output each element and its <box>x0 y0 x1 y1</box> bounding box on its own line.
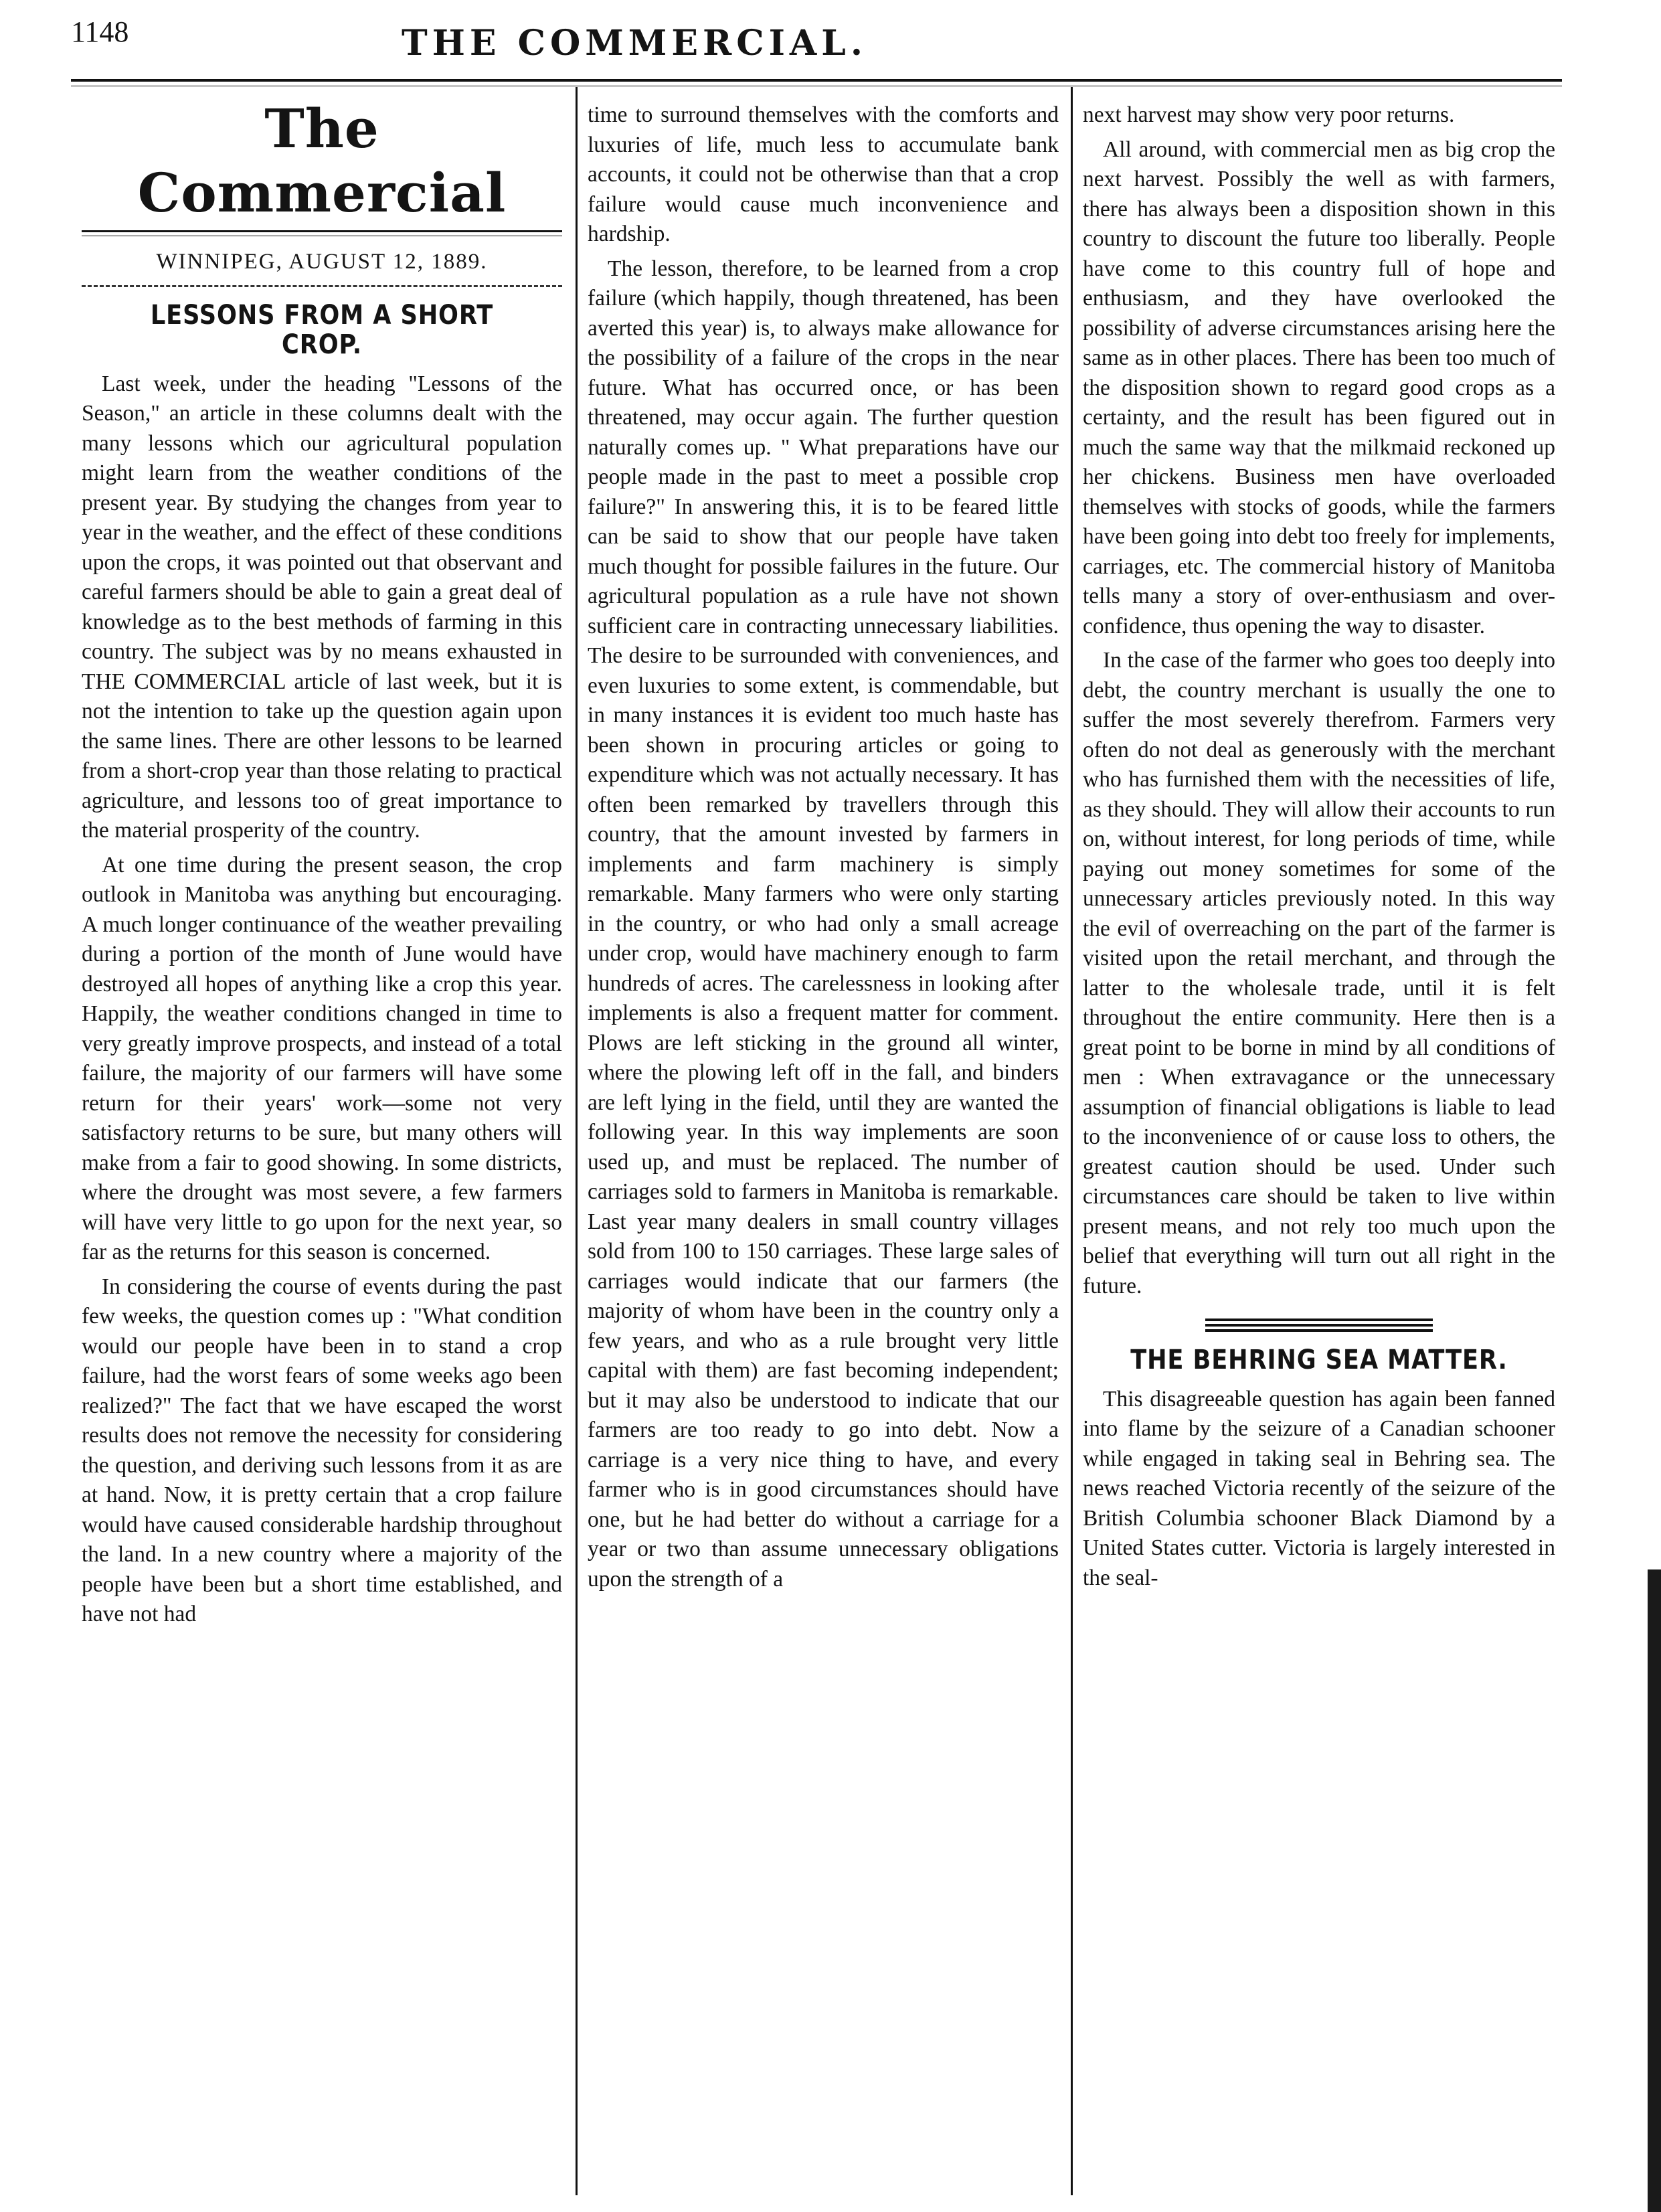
paragraph: The lesson, therefore, to be learned from a crop failure (which happily, though threatened, has been averted this year) is, to always make allowance for the possibility of a failure of the crops in the near future. What has occurred once, or has been threatened, may occur again. The further question naturally comes up. " What preparations have our people made in the past to meet a possible crop failure?" In answering this, it is to be feared little can be said to show that our people have taken much thought for possible failures in the future. Our agricultural population as a rule have not shown sufficient care in contracting unnecessary liabilities. The desire to be surrounded with conveniences, and even luxuries to some extent, is commendable, but in many instances it is evident too much haste has been shown in procuring articles or going to expenditure which was not actually necessary. It has often been remarked by travellers through this country, that the amount invested by farmers in implements and farm machinery is simply remarkable. Many farmers who were only starting in the country, or who had only a small acreage under crop, would have machinery enough to farm hundreds of acres. The carelessness in looking after implements is also a frequent matter for comment. Plows are left sticking in the ground all winter, where the plowing left off in the fall, and binders are left lying in the field, until they are wanted the following year. In this way implements are soon used up, and must be replaced. The number of carriages sold to farmers in Manitoba is remarkable. Last year many dealers in small country villages sold from 100 to 150 carriages. These large sales of carriages would indicate that our farmers (the majority of whom have been in the country only a few years, and who as a rule brought very little capital with them) are fast becoming independent; but it may also be understood to indicate that our farmers are too ready to go into debt. Now a carriage is a very nice thing to have, and every farmer who is in good circumstances should have one, but he had better do without a carriage for a year or two than assume unnecessary obligations upon the strength of a <box>588 256 1059 1592</box>
header-rule <box>71 79 1562 82</box>
paragraph: In considering the course of events during the past few weeks, the question comes up : "What condition would our people have been in to stand a crop failure, had the worst fears of some weeks ago been realized?" The fact that we have escaped the worst results does not remove the necessity for considering the question, and deriving such lessons from it as are at hand. Now, it is pretty certain that a crop failure would have caused considerable hardship throughout the land. In a new country where a majority of the people have been but a short time established, and have not had <box>82 1274 562 1626</box>
article-headline: LESSONS FROM A SHORT CROP. <box>150 299 494 360</box>
scan-margin-edge <box>1648 1569 1661 2212</box>
column-1 <box>82 90 562 1630</box>
paragraph: next harvest may show very poor returns. <box>1083 102 1455 127</box>
section-rule <box>1205 1324 1433 1327</box>
article-headline: THE BEHRING SEA MATTER. <box>1130 1345 1508 1375</box>
column-3 <box>1083 100 1555 1593</box>
paragraph: time to surround themselves with the comforts and luxuries of life, much less to accumulate bank accounts, it could not be otherwise than that a crop failure would cause much inconvenience and hardship. <box>588 102 1059 246</box>
section-rule <box>1205 1329 1433 1332</box>
paragraph: All around, with commercial men as big crop the next harvest. Possibly the well as with farmers, there has always been a disposition shown in this country to discount the future too liberally. People have come to this country full of hope and enthusiasm, and they have overlooked the possibility of adverse circumstances arising here the same as in other places. There has been too much of the disposition shown to regard good crops as a certainty, and the result has been figured out in much the same way that the milkmaid reckoned up her chickens. Business men have overloaded themselves with stocks of goods, while the farmers have been going into debt too freely for implements, carriages, etc. The commercial history of Manitoba tells many a story of over-enthusiasm and over-confidence, thus opening the way to disaster. <box>1083 137 1555 639</box>
paragraph: At one time during the present season, the crop outlook in Manitoba was anything but encouraging. A much longer continuance of the weather prevailing during a portion of the month of June would have destroyed all hopes of anything like a crop this year. Happily, the weather conditions changed in time to very greatly improve prospects, and instead of a total failure, the majority of our farmers will have some return for their years' work—some not very satisfactory returns to be sure, but many others will make from a fair to good showing. In some districts, where the drought was most severe, a few farmers will have very little to go upon for the next year, so far as the returns for this season is concerned. <box>82 852 562 1264</box>
section-rule <box>1205 1318 1433 1321</box>
column-divider <box>1071 87 1073 2195</box>
paragraph: In the case of the farmer who goes too deeply into debt, the country merchant is usually the one to suffer the most severely therefrom. Farmers very often do not deal as generously with the merchant who has furnished them with the necessities of life, as they should. They will allow their accounts to run on, without interest, for long periods of time, while paying out money sometimes for some of the unnecessary articles previously noted. In this way the evil of overreaching on the part of the farmer is visited upon the retail merchant, and through the latter to the wholesale trade, until it is felt throughout the entire community. Here then is a great point to be borne in mind by all conditions of men : When extravagance or the unnecessary assumption of financial obligations is liable to lead to the inconvenience of or cause loss to others, the greatest caution should be used. Under such circumstances care should be taken to live within present means, and not rely too much upon the belief that everything will turn out all right in the future. <box>1083 648 1555 1298</box>
masthead-title: The Commercial <box>137 97 507 224</box>
running-title: THE COMMERCIAL. <box>402 23 867 64</box>
page-number: 1148 <box>71 15 129 48</box>
column-2 <box>588 100 1059 1594</box>
dateline: WINNIPEG, AUGUST 12, 1889. <box>156 250 488 274</box>
column-divider <box>576 87 578 2195</box>
dateline-rule <box>82 285 562 287</box>
paragraph: This disagreeable question has again been fanned into flame by the seizure of a Canadian schooner while engaged in taking seal in Behring sea. The news reached Victoria recently of the seizure of the British Columbia schooner Black Diamond by a United States cutter. Victoria is largely interested in the seal- <box>1083 1386 1555 1590</box>
paragraph: Last week, under the heading "Lessons of the Season," an article in these columns dealt with the many lessons which our agricultural population might learn from the weather conditions of the present year. By studying the changes from year to year in the weather, and the effect of these conditions upon the crops, it was pointed out that observant and careful farmers should be able to gain a great deal of knowledge as to the best methods of farming in this country. The subject was by no means exhausted in THE COMMERCIAL article of last week, but it is not the intention to take up the question again upon the same lines. There are other lessons to be learned from a short-crop year than those relating to practical agriculture, and lessons too of great importance to the material prosperity of the country. <box>82 371 562 843</box>
